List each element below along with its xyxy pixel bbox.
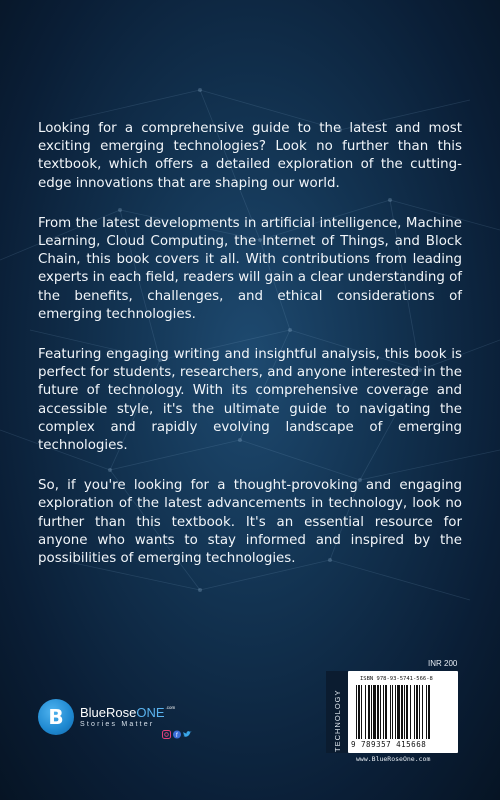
publisher-logo (38, 699, 74, 735)
facebook-icon (173, 731, 181, 740)
publisher-logo-letter: B (48, 705, 64, 729)
social-icons (162, 730, 192, 739)
blurb-text (38, 120, 462, 590)
blurb-paragraph-2: From the latest developments in artificial intelligence, Machine Learning, Cloud Computing, the Internet of Things, and Block Chain, this book covers it all. With contributions from leading experts in each field, readers will gain a clear understanding of the benefits, challenges, and ethical considerations of emerging technologies. (38, 215, 463, 322)
isbn-digits: 9 789357 415668 (351, 740, 427, 749)
blurb-paragraph-4: So, if you're looking for a thought-provoking and engaging exploration of the latest advancements in technology, look no further than this textbook. It's an essential resource for anyone who wants to stay informed and inspired by the possibilities of emerging technologies. (38, 478, 462, 567)
svg-text:f: f (176, 733, 178, 739)
isbn-label: ISBN 978-93-5741-566-8 (360, 676, 433, 682)
barcode (356, 685, 452, 739)
publisher-name-suffix: .com (165, 705, 176, 710)
twitter-icon (183, 731, 192, 737)
category-label: TECHNOLOGY (333, 689, 342, 752)
publisher-tagline: Stories Matter (80, 721, 155, 728)
publisher-website: www.BlueRoseOne.com (356, 755, 431, 763)
publisher-name-main: BlueRose (80, 705, 137, 720)
blurb-paragraph-1: Looking for a comprehensive guide to the latest and most exciting emerging technologies? Look no further than this textbook, which offers a detailed exploration of the cutting-edge innovations that are shaping our world. (38, 121, 462, 191)
blurb-paragraph-3: Featuring engaging writing and insightful analysis, this book is perfect for students, researchers, and anyone interested in the future of technology. With its comprehensive coverage and accessible style, it's the ultimate guide to navigating the complex and rapidly evolving landscape of emerging technologies. (38, 347, 462, 454)
publisher-name (80, 705, 175, 720)
price-label: INR 200 (428, 659, 458, 668)
publisher-name-accent: ONE (136, 705, 165, 720)
instagram-icon (163, 731, 171, 739)
